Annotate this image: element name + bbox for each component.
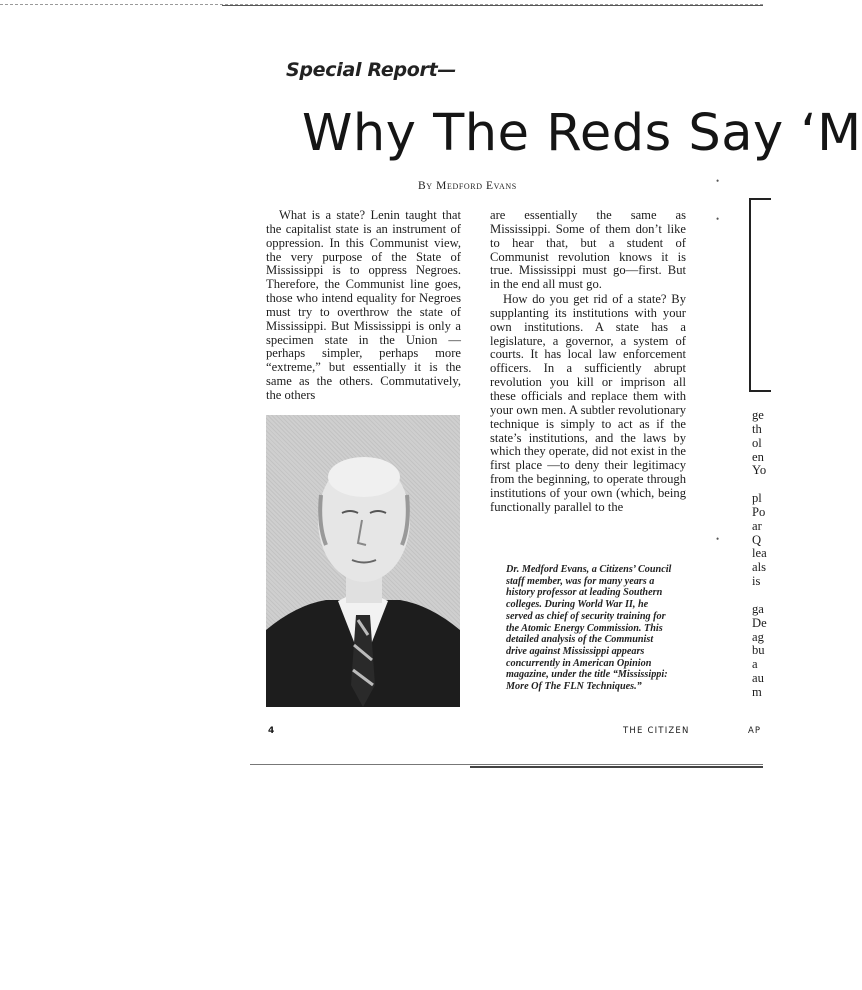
next-page-footer-fragment: AP: [748, 726, 761, 736]
next-page-box: [749, 198, 771, 392]
section-kicker: Special Report—: [286, 59, 457, 81]
page-number: 4: [268, 726, 275, 736]
magazine-name: THE CITIZEN: [623, 726, 690, 736]
bottom-rule: [250, 764, 763, 765]
bottom-rule-heavy: [470, 766, 763, 768]
next-page-column-fragment: ge th ol en Yo pl Po ar Q lea als is ga De ag bu a au m: [752, 408, 767, 699]
column-1-paragraph: What is a state? Lenin taught that the capitalist state is an instrument of oppression. In this Communist view, the very purpose of the State of Mississippi is to oppress Negroes. Therefore, the Communist line goes, those who intend equality for Negroes must try to overthrow the state of Mississippi. But Mississippi is only a specimen state in the Union — perhaps simpler, perhaps more “extreme,” but essentially it is the same as the others. Commutatively, the others: [266, 208, 461, 402]
article-column-2: [490, 209, 686, 515]
author-portrait-photo: [266, 415, 460, 707]
column-2-paragraph: How do you get rid of a state? By supplanting its institutions with your own institutions. A state has a legislature, a governor, a system of courts. It has local law enforcement officers. In a sufficiently abrupt revolution you kill or imprison all these officials and replace them with your own men. A subtler revolutionary technique is simply to act as if the state’s institutions, and the laws by which they operate, did not exist in the first place —to deny their legitimacy from the beginning, to operate through institutions of your own (which, being functionally parallel to the: [490, 292, 686, 514]
scan-mark: •: [716, 214, 720, 224]
top-solid-rule: [222, 5, 763, 6]
byline-prefix: By: [418, 180, 433, 192]
column-2-paragraph: are essentially the same as Mississippi. Some of them don’t like to hear that, but a student of Communist revolution knows it is true. Mississippi must go—first. But in the end all must go.: [490, 208, 686, 292]
byline: [418, 180, 517, 192]
byline-author: Medford Evans: [436, 180, 517, 192]
author-bio-caption: Dr. Medford Evans, a Citizens’ Council staff member, was for many years a history professor at leading Southern colleges. During World War II, he served as chief of security training for the Atomic Energy Commission. This detailed analysis of the Communist drive against Mississippi appears concurrently in American Opinion magazine, under the title “Mississippi: More Of The FLN Techniques.”: [506, 564, 672, 693]
portrait-illustration: [266, 415, 460, 707]
scan-mark: •: [716, 176, 720, 186]
article-column-1: [266, 209, 461, 403]
article-headline: Why The Reds Say ‘M: [302, 104, 862, 163]
scan-mark: •: [716, 534, 720, 544]
